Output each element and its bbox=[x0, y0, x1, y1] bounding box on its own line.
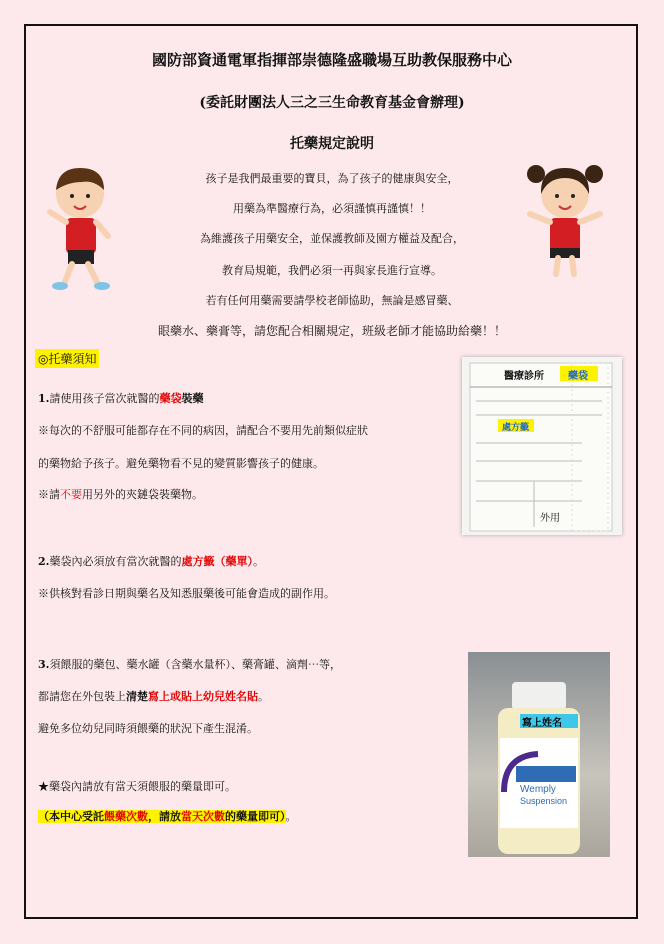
bottle-brand: Wemply bbox=[520, 784, 556, 795]
item2-heading: 2.藥袋內必須放有當次就醫的處方籤（藥單）。 bbox=[38, 555, 264, 568]
intro-line: 孩子是我們最重要的寶貝，為了孩子的健康與安全， bbox=[205, 172, 459, 185]
item1-note: ※每次的不舒服可能都存在不同的病因，請配合不要用先前類似症狀 bbox=[38, 424, 368, 437]
item3-line: 都請您在外包裝上清楚寫上或貼上幼兒姓名貼。 bbox=[38, 690, 269, 703]
external-use-label: 外用 bbox=[540, 513, 560, 524]
intro-line: 用藥為準醫療行為，必須謹慎再謹慎！！ bbox=[233, 202, 431, 215]
intro-line: 教育局規範，我們必須一再與家長進行宣導。 bbox=[222, 264, 442, 277]
medicine-bottle-drawing bbox=[468, 652, 610, 857]
star-note: ★藥袋內請放有當天須餵服的藥量即可。 bbox=[38, 780, 236, 793]
section-heading: ◎托藥須知 bbox=[35, 349, 99, 368]
item1-note: 的藥物給予孩子。避免藥物看不見的變質影響孩子的健康。 bbox=[38, 457, 324, 470]
clinic-name: 醫療診所 bbox=[504, 371, 544, 382]
item1-heading: 1.請使用孩子當次就醫的藥袋裝藥 bbox=[38, 392, 204, 405]
intro-line: 眼藥水、藥膏等，請您配合相關規定，班級老師才能協助給藥！！ bbox=[157, 324, 506, 338]
name-label-tag: 寫上姓名 bbox=[522, 718, 562, 729]
item1-note: ※請不要用另外的夾鏈袋裝藥物。 bbox=[38, 488, 203, 501]
item2-note: ※供核對看診日期與藥名及知悉服藥後可能會造成的副作用。 bbox=[38, 587, 335, 600]
center-name-title: 國防部資通電軍指揮部崇德隆盛職場互助教保服務中心 bbox=[151, 51, 512, 69]
prescription-tag: 處方籤 bbox=[502, 423, 530, 433]
medicine-bottle-photo bbox=[468, 652, 610, 857]
document-title: 托藥規定說明 bbox=[290, 136, 374, 152]
boy-illustration bbox=[42, 160, 114, 290]
intro-line: 為維護孩子用藥安全，並保護教師及園方權益及配合， bbox=[200, 232, 464, 245]
girl-illustration bbox=[522, 160, 608, 280]
item3-heading: 3.須餵服的藥包、藥水罐（含藥水量杯）、藥膏罐、滴劑⋯等， bbox=[38, 658, 341, 671]
intro-line: 若有任何用藥需要請學校老師協助，無論是感冒藥、 bbox=[205, 294, 459, 307]
highlight-note: （本中心受託餵藥次數，請放當天次數的藥量即可）。 bbox=[38, 810, 297, 823]
foundation-subtitle: (委託財團法人三之三生命教育基金會辦理) bbox=[199, 95, 465, 111]
item3-line: 避免多位幼兒同時須餵藥的狀況下產生混淆。 bbox=[38, 722, 258, 735]
bag-tag: 藥袋 bbox=[568, 371, 588, 382]
bottle-brand-sub: Suspension bbox=[520, 796, 568, 806]
medicine-bag-photo bbox=[462, 357, 622, 535]
